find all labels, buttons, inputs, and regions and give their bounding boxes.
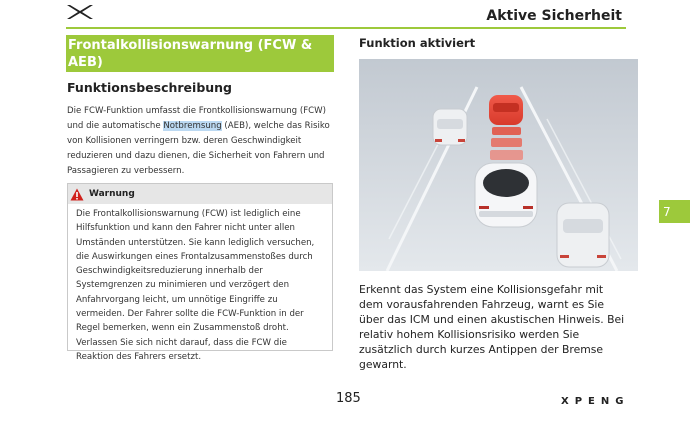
car-left-white — [433, 109, 467, 145]
warning-triangle-icon — [70, 188, 84, 201]
page-number: 185 — [336, 391, 361, 406]
warning-box — [67, 183, 333, 362]
warning-text: Die Frontalkollisionswarnung (FCW) ist lediglich eine Hilfsfunktion und kann den Fahrer nicht unter allen Umständen unterstützen. Sie kann lediglich versuchen, die Auswirkungen eines Frontalzusammenstoßes durch Geschwindigkeitsreduzierung innerhalb der Systemgrenzen zu minimieren und verzögert den Anfahrvorgang leicht, um unnötige Eingriffe zu vermeiden. Der Fahrer sollte die FCW-Funktion in der Regel bemerken, wenn ein Zusammenstoß droht. Verlassen Sie sich nicht darauf, dass die FCW die Reaktion des Fahrers ersetzt. — [76, 209, 315, 362]
function-description: Erkennt das System eine Kollisionsgefahr mit dem vorausfahrenden Fahrzeug, warnt es Sie über das ICM und einen akustischen Hinweis. Bei relativ hohem Kollisionsrisiko werden Sie zusätzlich durch kurzes Antippen der Bremse gewarnt. — [359, 283, 625, 371]
brand-logo: XPENG — [561, 396, 630, 407]
header-divider — [66, 27, 626, 29]
car-red-ahead — [489, 95, 523, 125]
chapter-title: Aktive Sicherheit — [486, 8, 622, 24]
warning-label: Warnung — [89, 189, 135, 199]
description-paragraph — [67, 104, 337, 179]
description-text-1: Die FCW-Funktion umfasst die Frontkollisionswarnung (FCW) und die automatische — [67, 106, 327, 131]
subheading: Funktionsbeschreibung — [67, 80, 233, 95]
section-title: Frontalkollisionswarnung (FCW & AEB) — [66, 35, 334, 72]
chapter-tab[interactable]: 7 — [659, 200, 690, 223]
description-text-2: (AEB), welche das Risiko von Kollisionen verringern bzw. deren Geschwindigkeit reduzieren und dazu dienen, die Sicherheit von Fahrern und Passagieren zu verbessern. — [67, 121, 330, 176]
xpeng-logo-icon — [66, 4, 94, 20]
warning-header — [68, 184, 332, 204]
car-ego-white — [475, 163, 537, 227]
highlighted-word[interactable]: Notbremsung — [163, 121, 222, 131]
right-heading: Funktion aktiviert — [359, 36, 476, 50]
car-right-white — [557, 203, 609, 267]
fcw-illustration — [359, 59, 638, 271]
